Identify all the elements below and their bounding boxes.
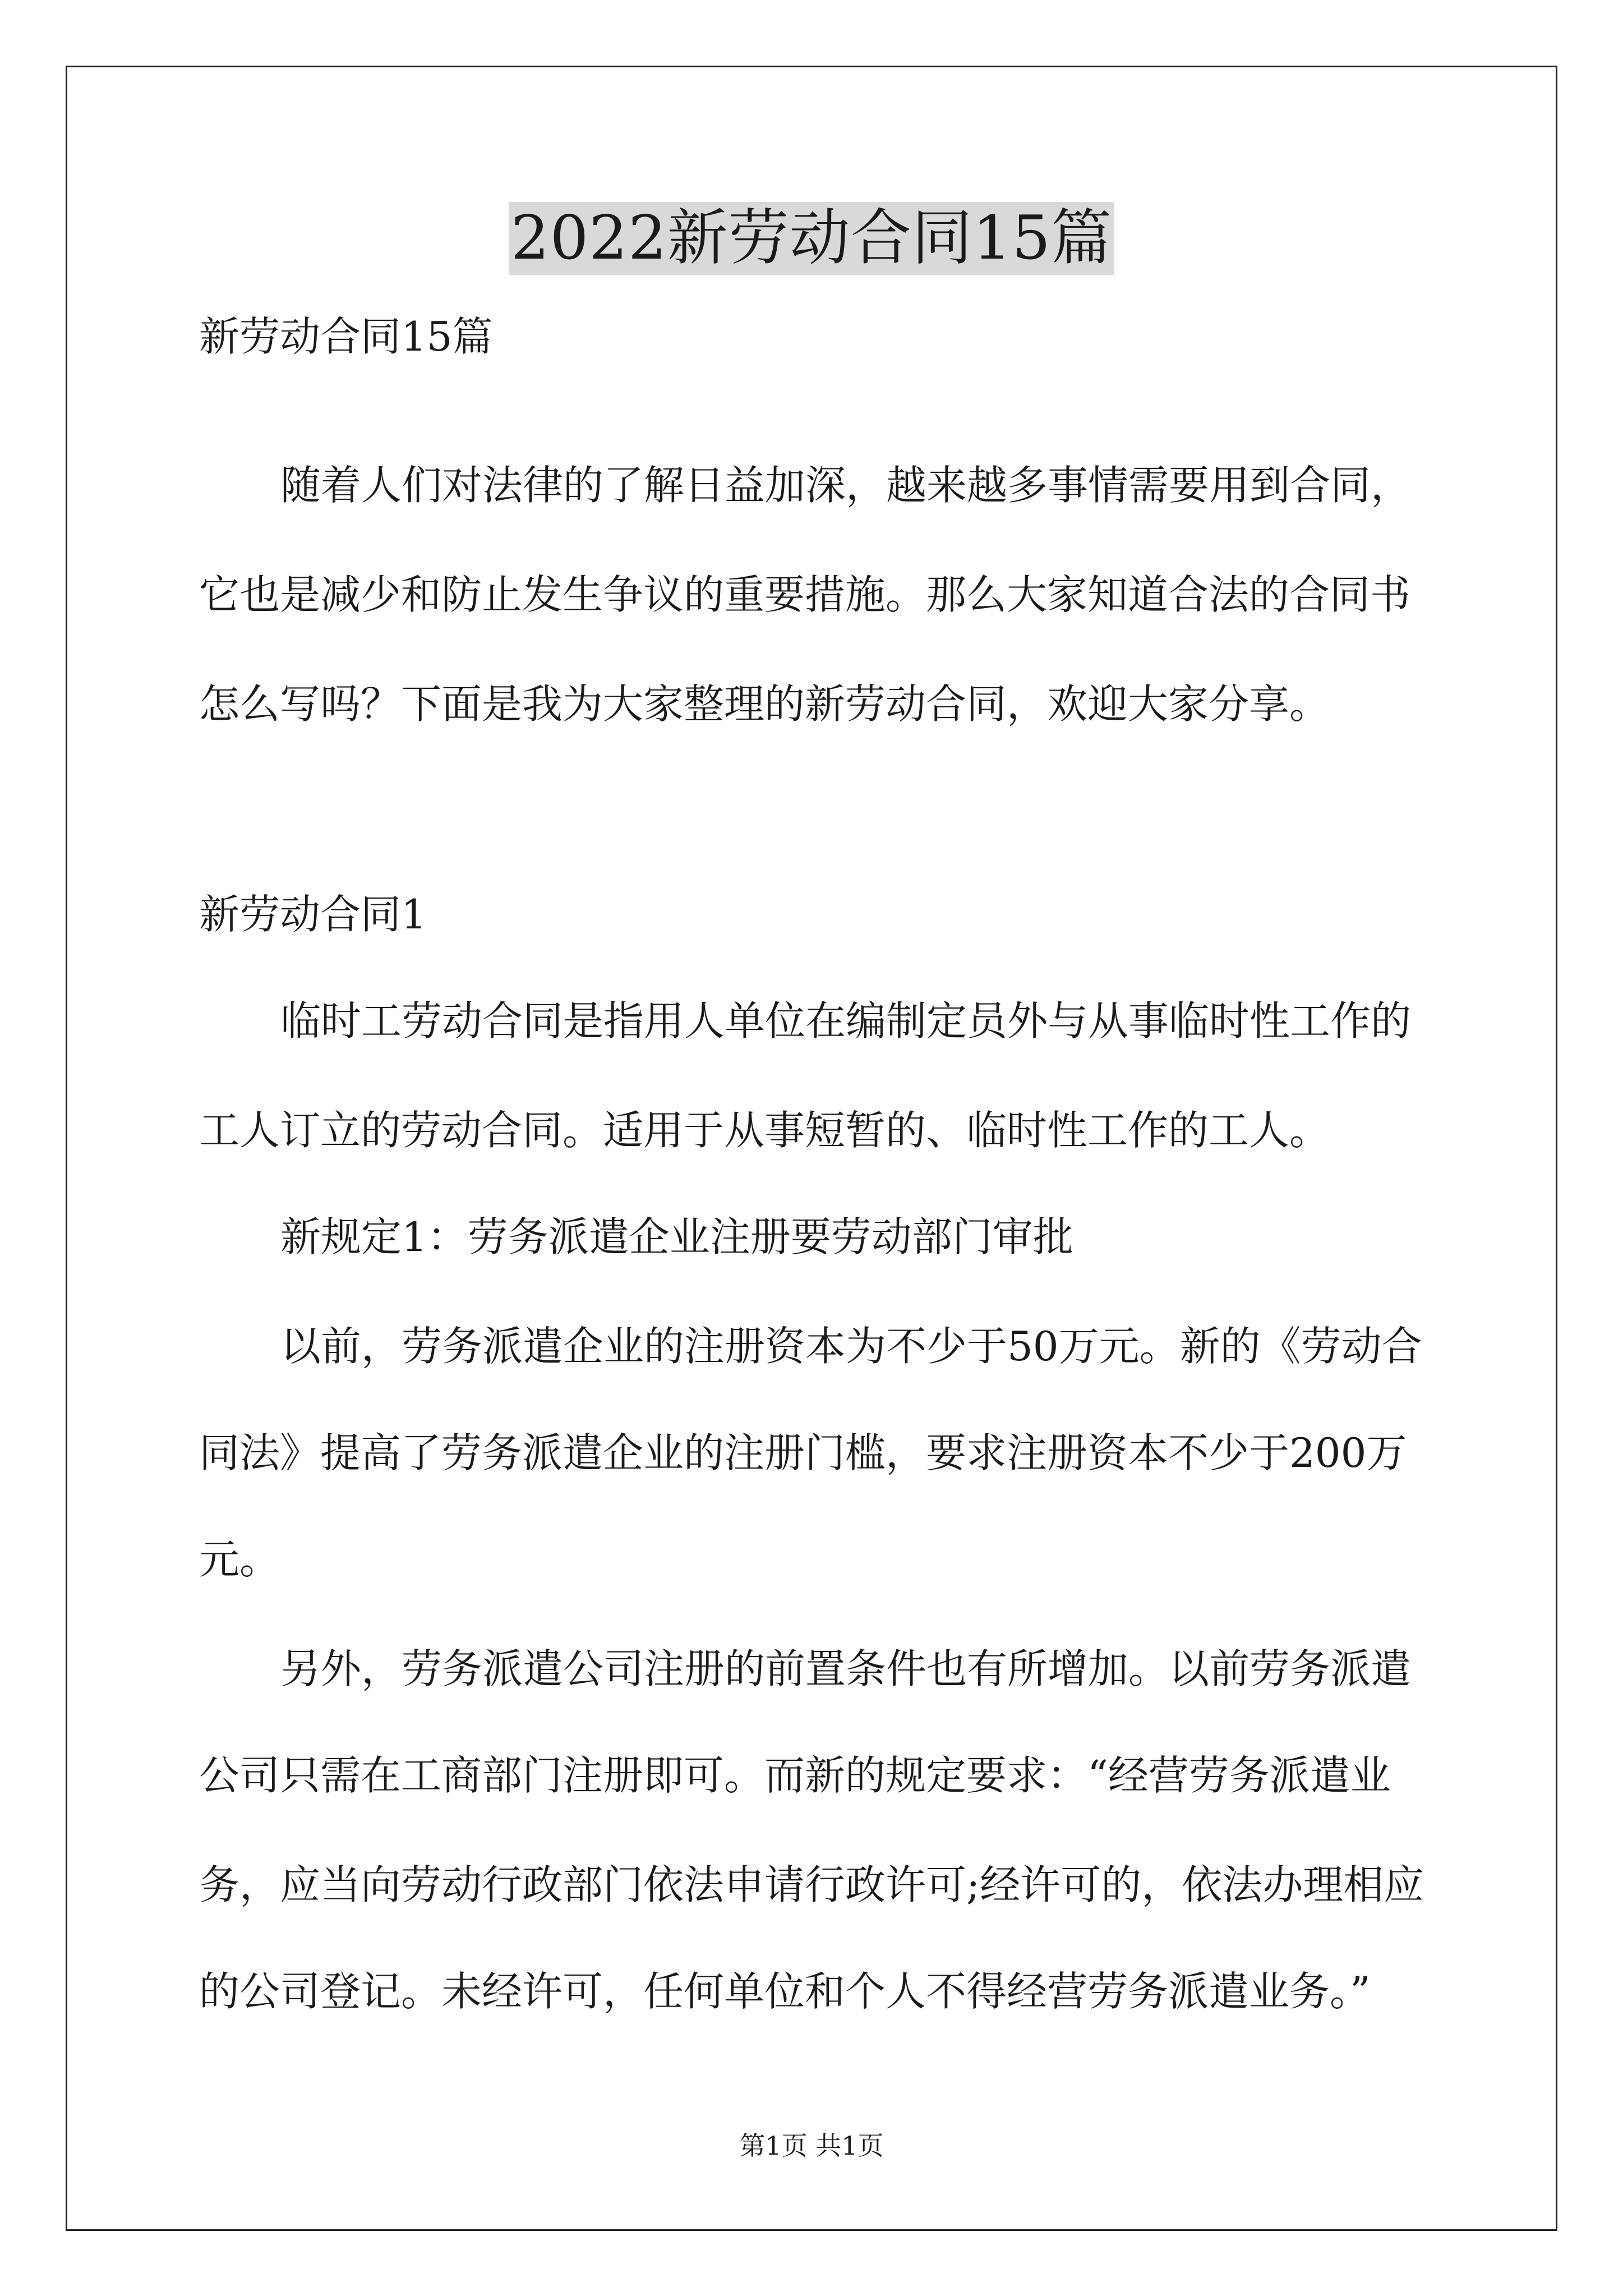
intro-line-3: 怎么写吗？下面是我为大家整理的新劳动合同，欢迎大家分享。 bbox=[199, 680, 1330, 728]
para1-line-2: 工人订立的劳动合同。适用于从事短暂的、临时性工作的工人。 bbox=[199, 1107, 1330, 1154]
section-heading: 新劳动合同1 bbox=[199, 891, 427, 938]
page-footer: 第1页 共1页 bbox=[739, 2131, 884, 2161]
subtitle: 新劳动合同15篇 bbox=[199, 313, 493, 360]
para2-line-2: 同法》提高了劳务派遣企业的注册门槛，要求注册资本不少于200万 bbox=[199, 1429, 1407, 1476]
para2-line-3: 元。 bbox=[199, 1536, 280, 1583]
intro-line-2: 它也是减少和防止发生争议的重要措施。那么大家知道合法的合同书 bbox=[199, 571, 1411, 618]
para1-line-1: 临时工劳动合同是指用人单位在编制定员外与从事临时性工作的 bbox=[280, 997, 1412, 1045]
para3-line-3: 务，应当向劳动行政部门依法申请行政许可;经许可的，依法办理相应 bbox=[199, 1861, 1424, 1908]
document-title: 2022新劳动合同15篇 bbox=[509, 202, 1114, 275]
title-container bbox=[0, 202, 1623, 275]
intro-line-1: 随着人们对法律的了解日益加深，越来越多事情需要用到合同， bbox=[280, 462, 1412, 509]
para2-line-1: 以前，劳务派遣企业的注册资本为不少于50万元。新的《劳动合 bbox=[280, 1323, 1422, 1370]
para3-line-4: 的公司登记。未经许可，任何单位和个人不得经营劳务派遣业务。” bbox=[199, 1968, 1371, 2015]
rule-heading: 新规定1：劳务派遣企业注册要劳动部门审批 bbox=[280, 1213, 1073, 1260]
para3-line-1: 另外，劳务派遣公司注册的前置条件也有所增加。以前劳务派遣 bbox=[280, 1645, 1412, 1692]
para3-line-2: 公司只需在工商部门注册即可。而新的规定要求：“经营劳务派遣业 bbox=[199, 1752, 1391, 1799]
